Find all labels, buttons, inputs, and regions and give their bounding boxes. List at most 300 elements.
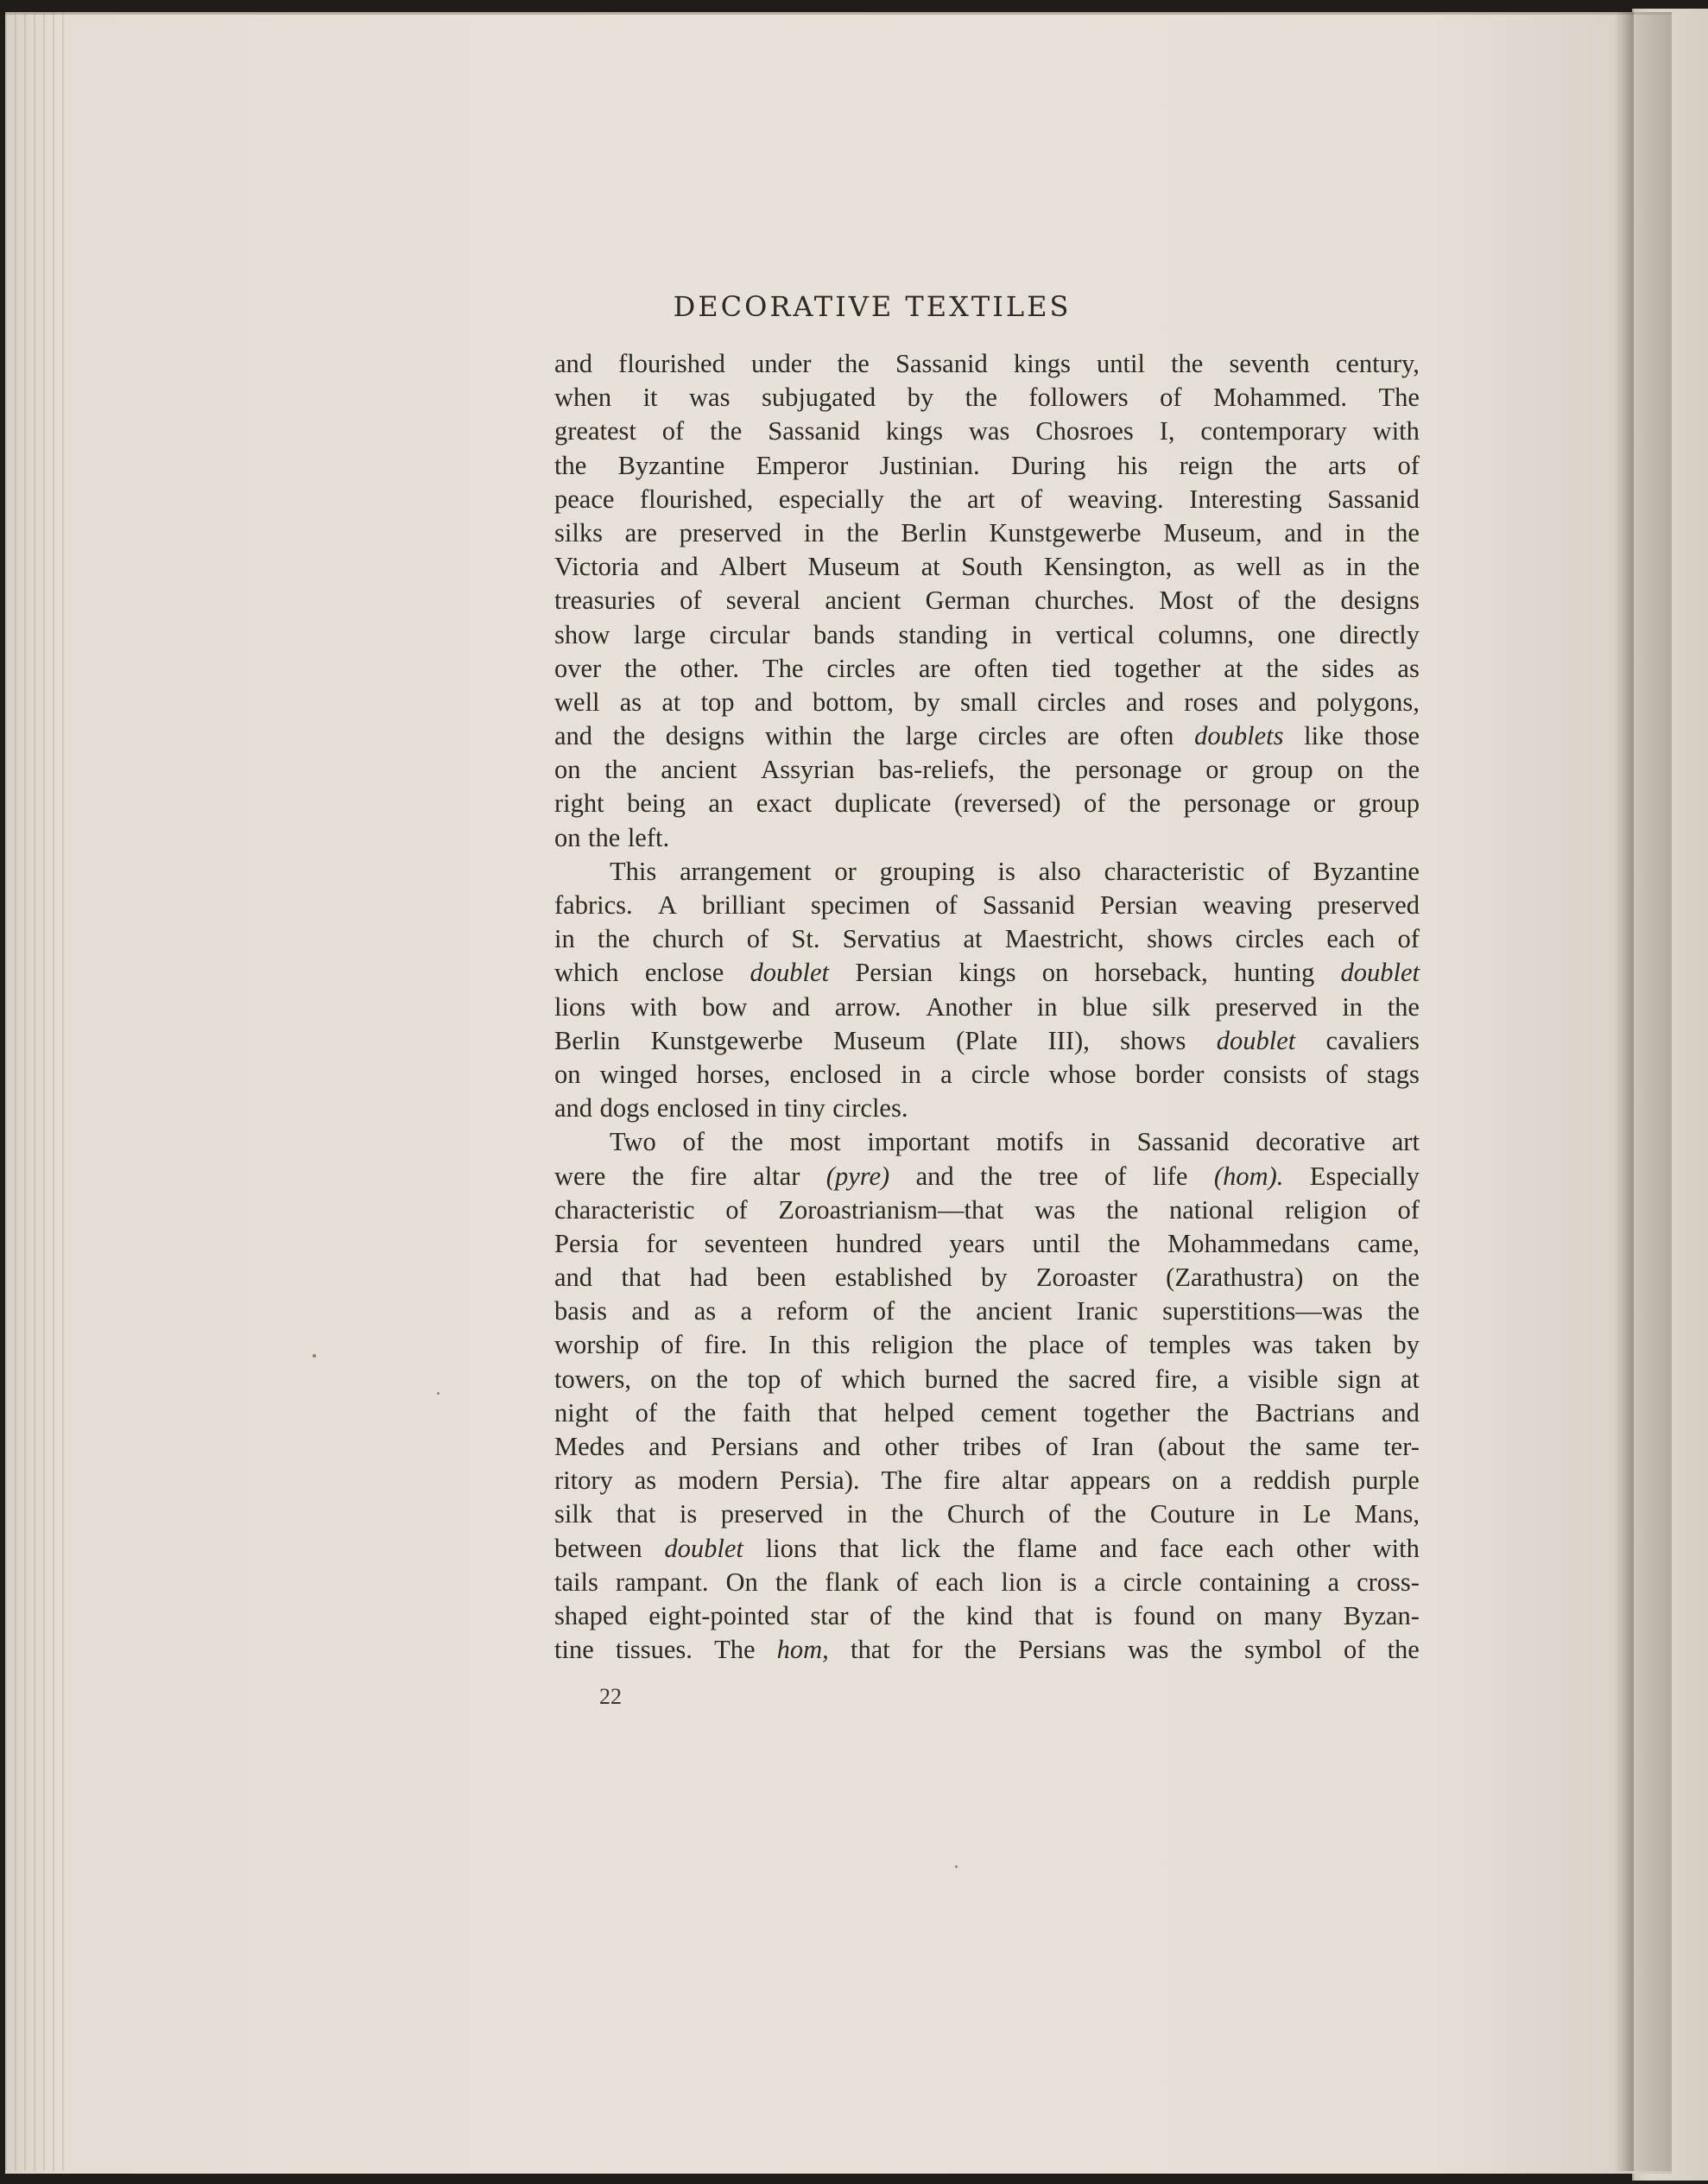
text-line <box>554 1261 1420 1295</box>
word: Sassanid <box>768 416 860 446</box>
word: art <box>967 484 996 514</box>
word: are <box>624 517 657 548</box>
word: enclosed <box>789 1059 882 1089</box>
word: or <box>1205 755 1228 785</box>
word: altar <box>1002 1465 1049 1496</box>
word: was <box>1127 1635 1169 1665</box>
word: a <box>1327 1567 1340 1597</box>
word: the <box>1387 1635 1420 1665</box>
word: is <box>997 856 1015 886</box>
word: each <box>1225 1533 1275 1563</box>
word: kind <box>965 1600 1014 1630</box>
paper-speck <box>437 1392 440 1395</box>
word: cavaliers <box>1325 1025 1420 1055</box>
word: seventeen <box>704 1228 808 1258</box>
word: group <box>1251 755 1313 785</box>
word: a <box>940 1059 952 1089</box>
word: Two <box>610 1127 656 1157</box>
word: exact <box>756 788 813 819</box>
word: (Zarathustra) <box>1166 1263 1304 1293</box>
word: During <box>1010 450 1086 480</box>
word: of <box>1084 788 1106 819</box>
word: directly <box>1338 619 1420 649</box>
word: the <box>975 1330 1008 1360</box>
word: in <box>901 1059 921 1089</box>
word: as <box>1192 552 1216 582</box>
text-line <box>554 415 1420 448</box>
word: Persian <box>855 958 933 988</box>
word: at <box>963 924 983 954</box>
text-line <box>554 652 1420 686</box>
word: Albert <box>719 552 788 582</box>
word: the <box>964 1635 996 1665</box>
word: border <box>1135 1059 1205 1089</box>
word: Museum <box>807 552 901 582</box>
word: the <box>1387 755 1420 785</box>
word: on <box>554 1059 581 1089</box>
word: his <box>1117 450 1148 480</box>
word: kings <box>1013 349 1071 378</box>
word: Byzan- <box>1343 1600 1420 1630</box>
text-line <box>554 1566 1420 1599</box>
word: Sassanid <box>982 890 1075 920</box>
word: bottom, <box>813 687 895 717</box>
word: of <box>1325 1059 1348 1089</box>
word: containing <box>1199 1567 1311 1597</box>
word: circles <box>826 653 895 683</box>
word: preserved <box>1317 890 1420 920</box>
text-line <box>554 719 1420 753</box>
word: fire <box>690 1161 727 1191</box>
word: the <box>604 755 637 785</box>
word: bow <box>701 991 748 1022</box>
word: on <box>554 822 581 852</box>
word: of <box>680 586 702 616</box>
word: of <box>872 1296 895 1326</box>
word: reform <box>776 1296 849 1326</box>
word: of <box>800 1364 822 1394</box>
word: cross- <box>1357 1567 1420 1597</box>
word: that <box>616 1499 656 1529</box>
word: Le <box>1302 1499 1332 1529</box>
word: was <box>1034 1194 1076 1225</box>
word: the <box>1171 349 1204 378</box>
word: Most <box>1159 586 1214 616</box>
word: temples <box>1148 1330 1231 1360</box>
word: the <box>588 822 621 852</box>
word: it <box>642 383 658 413</box>
word: (about <box>1157 1432 1225 1461</box>
word: Emperor <box>756 450 849 480</box>
word: Museum, <box>1163 517 1262 548</box>
word: designs <box>665 721 745 751</box>
word: fire <box>943 1465 981 1496</box>
word: as <box>634 1465 657 1496</box>
word: like <box>1304 721 1344 751</box>
word: as <box>693 1296 717 1326</box>
word: weaving. <box>1067 484 1164 514</box>
word: came, <box>1357 1228 1420 1258</box>
word: other. <box>680 653 739 683</box>
word: seventh <box>1229 349 1310 378</box>
word: Especially <box>1309 1161 1420 1191</box>
word: the <box>1196 1397 1229 1428</box>
word: specimen <box>810 890 911 920</box>
word: the <box>1387 991 1420 1022</box>
word: brilliant <box>702 890 786 920</box>
word: the <box>913 1600 946 1630</box>
word: preserved <box>1215 991 1318 1022</box>
word: circles <box>1037 687 1106 717</box>
word: silks <box>554 517 603 548</box>
word: Mans, <box>1354 1499 1420 1529</box>
word: on <box>1172 1465 1199 1496</box>
word: Church <box>946 1499 1025 1529</box>
word: together <box>1083 1397 1170 1428</box>
word: this <box>812 1330 851 1360</box>
word: vertical <box>1055 619 1135 649</box>
word: followers <box>1028 383 1129 413</box>
word: each <box>935 1567 984 1597</box>
word: by <box>907 383 934 413</box>
word: arrow. <box>834 991 901 1022</box>
text-line <box>554 821 1420 855</box>
word: and <box>754 687 793 717</box>
word: of <box>1045 1432 1068 1461</box>
word: Berlin <box>901 517 967 548</box>
word: in <box>846 1499 868 1529</box>
word: hunting <box>1234 958 1315 988</box>
word: fire. <box>704 1330 748 1360</box>
word: same <box>1305 1432 1360 1461</box>
word: an <box>708 788 734 819</box>
word: kings <box>885 416 943 446</box>
word: Museum <box>833 1025 926 1055</box>
word: hundred <box>835 1228 922 1258</box>
word: Persians <box>711 1432 799 1461</box>
word: personage <box>1183 788 1291 819</box>
page-curl-shadow <box>1615 12 1634 2171</box>
word: lion <box>1001 1567 1042 1597</box>
word: top <box>747 1364 781 1394</box>
word: especially <box>778 484 884 514</box>
word: was <box>689 383 731 413</box>
word: and <box>915 1161 954 1191</box>
word: when <box>554 383 612 413</box>
word: established <box>835 1263 952 1293</box>
word: standing <box>898 619 988 649</box>
word: shows <box>1147 924 1213 954</box>
word: Maestricht, <box>1004 924 1124 954</box>
word: on <box>1041 958 1069 988</box>
word: Assyrian <box>761 755 855 785</box>
word: the <box>1387 517 1420 548</box>
word: in <box>1345 552 1367 582</box>
word: the <box>1094 1499 1127 1529</box>
word: life <box>1152 1161 1188 1191</box>
word: flame <box>1016 1533 1078 1563</box>
word: in <box>1036 991 1058 1022</box>
word: of <box>1397 450 1420 480</box>
word: place <box>1028 1330 1085 1360</box>
word: whose <box>1048 1059 1117 1089</box>
word: silk <box>554 1499 593 1529</box>
word: reddish <box>1253 1465 1331 1496</box>
word: appears <box>1070 1465 1151 1496</box>
word: horses, <box>696 1059 771 1089</box>
word: lick <box>901 1533 941 1563</box>
text-line <box>554 347 1420 381</box>
word: show <box>554 619 610 649</box>
word: of <box>682 1127 705 1157</box>
word: the <box>1190 1635 1223 1665</box>
word: is <box>1059 1567 1078 1597</box>
word: subjugated <box>761 383 876 413</box>
word: by <box>1393 1330 1420 1360</box>
text-line <box>554 381 1420 415</box>
word: Victoria <box>554 552 640 582</box>
word: churches. <box>1034 586 1136 616</box>
text-line <box>554 1160 1420 1193</box>
word: visible <box>1248 1364 1319 1394</box>
word: the <box>1018 755 1052 785</box>
word: and <box>554 1093 593 1124</box>
word: and <box>1099 1533 1138 1563</box>
word: grouping <box>879 856 975 886</box>
text-line <box>554 1599 1420 1633</box>
word: treasuries <box>554 586 655 616</box>
word: Berlin <box>554 1025 621 1055</box>
word: enclose <box>644 958 724 988</box>
word: a <box>1094 1567 1106 1597</box>
word: on <box>1216 1600 1243 1630</box>
word: in <box>1342 991 1363 1022</box>
word: preserved <box>679 517 782 548</box>
text-line <box>554 1024 1420 1058</box>
word: and <box>1284 517 1323 548</box>
word: Mohammedans <box>1167 1228 1331 1258</box>
word: The <box>881 1465 922 1496</box>
word: St. <box>791 924 820 954</box>
word: of <box>870 1600 892 1630</box>
word: sacred <box>1068 1364 1136 1394</box>
text-line <box>554 956 1420 990</box>
word: arts <box>1328 450 1367 480</box>
word: of <box>725 1194 748 1225</box>
word: horseback, <box>1094 958 1208 988</box>
word: On <box>725 1567 758 1597</box>
word: (hom). <box>1213 1161 1284 1191</box>
word: each <box>1326 924 1376 954</box>
word: Sassanid <box>895 349 988 378</box>
word: tissues. <box>615 1635 693 1665</box>
word: as <box>619 687 642 717</box>
word: were <box>554 1161 606 1191</box>
word: other <box>884 1432 939 1461</box>
word: of <box>1020 484 1043 514</box>
word: of <box>1048 1499 1071 1529</box>
word: altar <box>753 1161 800 1191</box>
word: doublet <box>750 958 830 988</box>
word: designs <box>1340 586 1420 616</box>
word: of <box>746 924 769 954</box>
word: over <box>554 653 602 683</box>
word: characteristic <box>1104 856 1245 886</box>
word: (reversed) <box>953 788 1061 819</box>
text-line <box>554 618 1420 652</box>
text-line <box>554 889 1420 922</box>
word: star <box>810 1600 849 1630</box>
word: several <box>725 586 801 616</box>
word: which <box>841 1364 906 1394</box>
text-line <box>554 1363 1420 1396</box>
text-line <box>554 686 1420 719</box>
word: The <box>1378 383 1420 413</box>
word: A <box>657 890 677 920</box>
text-line <box>554 1396 1420 1430</box>
word: which <box>554 958 619 988</box>
word: dogs <box>599 1093 650 1124</box>
word: Interesting <box>1189 484 1302 514</box>
word: church <box>652 924 724 954</box>
text-line <box>554 855 1420 889</box>
word: is <box>1094 1600 1113 1630</box>
word: of <box>1104 1161 1127 1191</box>
word: by <box>980 1263 1008 1293</box>
word: and <box>822 1432 861 1461</box>
word: Iran <box>1091 1432 1134 1461</box>
word: tied <box>1051 653 1091 683</box>
word: roses <box>1184 687 1238 717</box>
word: right <box>554 788 604 819</box>
word: the <box>965 383 997 413</box>
page-number: 22 <box>599 1684 622 1709</box>
word: are <box>918 653 952 683</box>
word: Persia <box>554 1228 619 1258</box>
word: stags <box>1366 1059 1420 1089</box>
text-line <box>554 1227 1420 1261</box>
paper-speck <box>955 1865 958 1868</box>
word: columns, <box>1158 619 1255 649</box>
word: symbol <box>1243 1635 1322 1665</box>
word: ancient <box>661 755 737 785</box>
word: had <box>689 1263 728 1293</box>
word: eight-pointed <box>648 1600 789 1630</box>
word: Kunstgewerbe <box>989 517 1142 548</box>
word: in <box>554 924 575 954</box>
word: was <box>968 416 1010 446</box>
word: winged <box>599 1059 678 1089</box>
word: of <box>895 1567 919 1597</box>
word: motifs <box>996 1127 1064 1157</box>
word: by <box>914 687 940 717</box>
text-line <box>554 584 1420 617</box>
word: are <box>1066 721 1100 751</box>
word: the <box>919 1296 952 1326</box>
word: burned <box>924 1364 998 1394</box>
word: between <box>554 1533 642 1563</box>
word: of <box>1160 383 1182 413</box>
word: that <box>1034 1600 1074 1630</box>
text-line <box>554 516 1420 550</box>
word: found <box>1133 1600 1195 1630</box>
word: of <box>1397 1194 1420 1225</box>
word: well <box>1236 552 1282 582</box>
word: reign <box>1179 450 1234 480</box>
word: In <box>769 1330 791 1360</box>
word: superstitions—was <box>1162 1296 1363 1326</box>
word: cement <box>980 1397 1057 1428</box>
text-line <box>554 1193 1420 1227</box>
word: at <box>920 552 940 582</box>
word: on <box>1337 755 1363 785</box>
word: ter- <box>1383 1432 1420 1461</box>
word: the <box>846 517 879 548</box>
word: ancient <box>825 586 901 616</box>
word: Kensington, <box>1043 552 1173 582</box>
word: often <box>1119 721 1174 751</box>
word: the <box>710 416 743 446</box>
word: The <box>762 653 804 683</box>
word: the <box>909 484 942 514</box>
word: circles <box>1235 924 1305 954</box>
word: Couture <box>1149 1499 1236 1529</box>
text-line <box>554 1058 1420 1092</box>
body-text <box>554 347 1420 1667</box>
word: at <box>1400 1364 1420 1394</box>
word: purple <box>1351 1465 1420 1496</box>
word: the <box>1387 1263 1420 1293</box>
word: for <box>646 1228 677 1258</box>
word: circle <box>1123 1567 1182 1597</box>
word: under <box>750 349 812 378</box>
word: hom, <box>776 1635 829 1665</box>
word: Persia). <box>780 1465 860 1496</box>
word: bas-reliefs, <box>878 755 996 785</box>
word: most <box>789 1127 841 1157</box>
word: as <box>1397 653 1420 683</box>
word: worship <box>554 1330 640 1360</box>
text-line <box>554 550 1420 584</box>
word: characteristic <box>554 1194 695 1225</box>
word: flourished <box>618 349 725 378</box>
word: a <box>1217 1364 1230 1394</box>
word: as <box>1302 552 1325 582</box>
word: fabrics. <box>554 890 633 920</box>
word: decorative <box>1256 1127 1366 1157</box>
word: in <box>1011 619 1032 649</box>
word: and <box>1126 687 1165 717</box>
word: Byzantine <box>617 450 725 480</box>
word: circles. <box>832 1093 908 1124</box>
word: weaving <box>1202 890 1293 920</box>
word: Servatius <box>842 924 941 954</box>
word: the <box>891 1499 924 1529</box>
word: the <box>1387 1296 1420 1326</box>
word: many <box>1263 1600 1323 1630</box>
word: of <box>661 1330 683 1360</box>
text-line <box>554 753 1420 787</box>
word: doublet <box>1340 958 1420 988</box>
word: on <box>554 755 581 785</box>
word: the <box>1264 450 1297 480</box>
word: the <box>597 924 630 954</box>
word: within <box>764 721 832 751</box>
word: ancient <box>976 1296 1053 1326</box>
word: that <box>621 1263 661 1293</box>
word: in <box>756 1093 777 1124</box>
word: in <box>1344 517 1365 548</box>
